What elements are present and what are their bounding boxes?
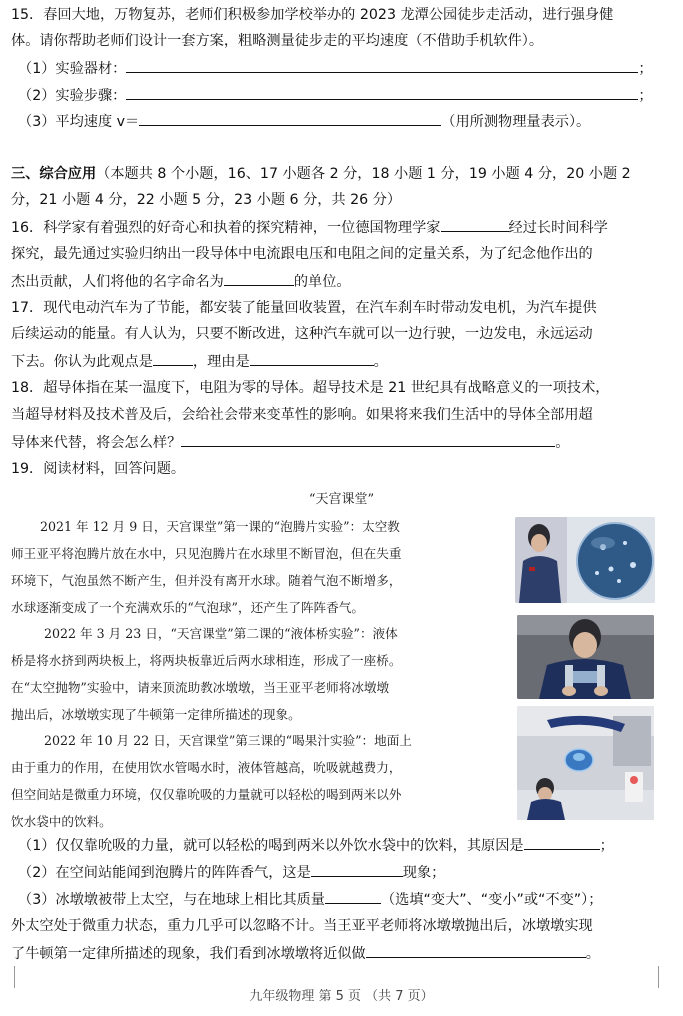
- q19-sub3: [18, 889, 602, 910]
- q19-sub2-text: （2）在空间站能闻到泡腾片的阵阵香气，这是: [18, 865, 311, 881]
- q18-line1: 18．超导体指在某一温度下，电阻为零的导体。超导技术是 21 世纪具有战略意义的一项技术，: [11, 380, 610, 396]
- section3-scoring: （本题共 8 个小题，16、17 小题各 2 分，18 小题 1 分，19 小题 4 分，20 小题 2: [96, 166, 631, 182]
- answer-blank[interactable]: [224, 271, 294, 286]
- photo-space-station-image: [517, 706, 654, 820]
- reading-title: “天宫课堂”: [308, 492, 375, 507]
- q15-part2-label: （2）实验步骤：: [18, 88, 127, 104]
- answer-blank[interactable]: [139, 111, 441, 126]
- q16-text: 杰出贡献，人们将他的名字命名为: [11, 274, 224, 290]
- q19-sub1-text: （1）仅仅靠吮吸的力量，就可以轻松的喝到两米以外饮水袋中的饮料，其原因是: [18, 838, 524, 854]
- section3-title: 三、综合应用: [11, 166, 97, 182]
- photo-liquid-bridge: [517, 615, 654, 699]
- q19-intro: 19．阅读材料，回答问题。: [11, 461, 186, 477]
- reading-line: 环境下，气泡虽然不断产生，但并没有离开水球。随着气泡不断增多，: [11, 573, 402, 588]
- q19-sub1-end: ；: [599, 838, 614, 854]
- reading-line: 水球逐渐变成了一个充满欢乐的“气泡球”，还产生了阵阵香气。: [11, 600, 364, 615]
- answer-blank[interactable]: [441, 217, 509, 232]
- reading-line: 桥是将水挤到两块板上，将两块板靠近后两水球相连，形成了一座桥。: [11, 653, 402, 668]
- q19-sub1: [18, 835, 614, 856]
- reading-line: 师王亚平将泡腾片放在水中，只见泡腾片在水球里不断冒泡，但在失重: [11, 546, 402, 561]
- q18-line2: 当超导材料及技术普及后，会给社会带来变革性的影响。如果将来我们生活中的导体全部用超: [11, 407, 593, 423]
- answer-blank[interactable]: [325, 889, 381, 904]
- q19-sub3-options: （选填“变大”、“变小”或“不变”）；: [380, 892, 603, 908]
- q15-part2: [18, 85, 653, 106]
- q17-text: 下去。你认为此观点是: [11, 354, 153, 370]
- reading-line: 但空间站是微重力环境，仅仅靠吮吸的力量就可以轻松的喝到两米以外: [11, 787, 402, 802]
- reading-line: 在“太空抛物”实验中，请来顶流助教冰墩墩，当王亚平老师将冰墩墩: [11, 680, 390, 695]
- reading-line: 抛出后，冰墩墩实现了牛顿第一定律所描述的现象。: [11, 707, 301, 722]
- section3-header: [11, 164, 631, 184]
- reading-line: 2022 年 3 月 23 日，“天宫课堂”第二课的“液体桥实验”：液体: [44, 626, 398, 641]
- reading-line: 2021 年 12 月 9 日，天宫课堂”第一课的“泡腾片实验”：太空教: [40, 519, 400, 534]
- answer-blank[interactable]: [126, 85, 638, 100]
- reading-line: 由于重力的作用，在使用饮水管喝水时，液体管越高，吮吸就越费力，: [11, 760, 402, 775]
- q15-part2-end: ；: [638, 88, 653, 104]
- reading-line: 2022 年 10 月 22 日，天宫课堂”第三课的“喝果汁实验”：地面上: [44, 733, 412, 748]
- q19-sub3-text: （3）冰墩墩被带上太空，与在地球上相比其质量: [18, 892, 325, 908]
- answer-blank[interactable]: [126, 58, 638, 73]
- q16-line1: [11, 217, 608, 238]
- q19-sub2-end: 现象；: [402, 865, 446, 881]
- photo-bubble-image: [515, 517, 655, 603]
- q17-line3: [11, 351, 388, 372]
- photo-space-station: [517, 706, 654, 820]
- q15-line2: 体。请你帮助老师们设计一套方案，粗略测量徒步走的平均速度（不借助手机软件）。: [11, 33, 544, 49]
- q18-line3: [11, 432, 569, 453]
- answer-blank[interactable]: [366, 943, 586, 958]
- q17-text: ，理由是: [192, 354, 250, 370]
- page-footer: 九年级物理 第 5 页 （共 7 页）: [249, 989, 434, 1004]
- q16-line3: [11, 271, 351, 292]
- q15-line1: 15．春回大地，万物复苏，老师们积极参加学校举办的 2023 龙潭公园徒步走活动，进行强身健: [11, 7, 614, 23]
- q16-text: 16．科学家有着强烈的好奇心和执着的探究精神，一位德国物理学家: [11, 220, 441, 236]
- section3-line2: 分，21 小题 4 分，22 小题 5 分，23 小题 6 分，共 26 分）: [11, 192, 402, 208]
- q15-part1-label: （1）实验器材：: [18, 61, 127, 77]
- answer-blank[interactable]: [311, 862, 403, 877]
- q17-line2: 后续运动的能量。有人认为，只要不断改进，这种汽车就可以一边行驶，一边发电，永远运动: [11, 326, 593, 342]
- q16-text: 经过长时间科学: [508, 220, 608, 236]
- q15-part1: [18, 58, 653, 79]
- reading-line: 饮水袋中的饮料。: [11, 814, 112, 829]
- q19-sub3-text: 了牛顿第一定律所描述的现象，我们看到冰墩墩将近似做: [11, 946, 366, 962]
- answer-blank[interactable]: [153, 351, 193, 366]
- answer-blank[interactable]: [250, 351, 374, 366]
- q16-text: 的单位。: [293, 274, 351, 290]
- q19-sub3-end: 。: [585, 946, 600, 962]
- answer-blank[interactable]: [524, 835, 600, 850]
- q17-line1: 17．现代电动汽车为了节能，都安装了能量回收装置，在汽车刹车时带动发电机，为汽车提供: [11, 300, 597, 316]
- q19-sub2: [18, 862, 445, 883]
- q15-part1-end: ；: [638, 61, 653, 77]
- q19-sub3-line3: [11, 943, 600, 964]
- q18-text: 导体来代替，将会怎么样？: [11, 435, 182, 451]
- q15-part3: [18, 111, 590, 132]
- q15-part3-label: （3）平均速度 v＝: [18, 114, 140, 130]
- q18-text: 。: [555, 435, 570, 451]
- photo-liquid-bridge-image: [517, 615, 654, 699]
- photo-bubble-experiment: [515, 517, 655, 603]
- answer-blank[interactable]: [181, 432, 555, 447]
- q16-line2: 探究，最先通过实验归纳出一段导体中电流跟电压和电阻之间的定量关系，为了纪念他作出的: [11, 246, 593, 262]
- q17-text: 。: [373, 354, 388, 370]
- q19-sub3-line2: 外太空处于微重力状态，重力几乎可以忽略不计。当王亚平老师将冰墩墩抛出后，冰墩墩实现: [11, 918, 593, 934]
- q15-part3-end: （用所测物理量表示）。: [441, 114, 591, 130]
